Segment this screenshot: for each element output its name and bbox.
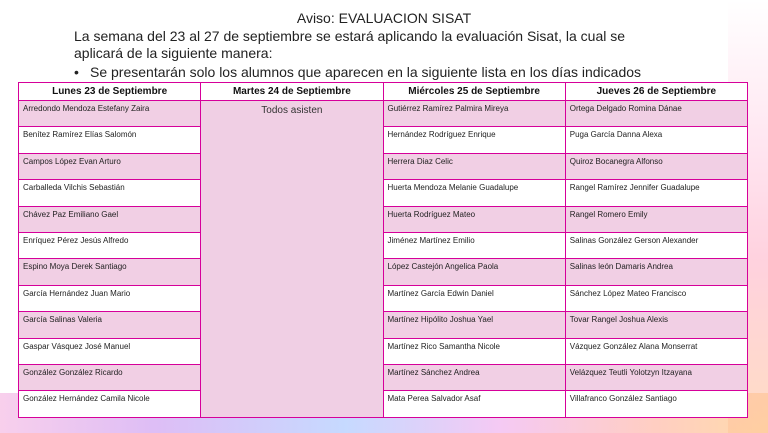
cell-thursday: Salinas González Gerson Alexander <box>565 233 747 259</box>
table-row <box>19 127 748 153</box>
cell-thursday: Villafranco González Santiago <box>565 391 747 418</box>
schedule-table-container <box>18 82 748 418</box>
table-row <box>19 365 748 391</box>
cell-thursday: Quiroz Bocanegra Alfonso <box>565 153 747 179</box>
cell-monday: Espino Moya Derek Santiago <box>19 259 201 285</box>
cell-wednesday: Herrera Diaz Celic <box>383 153 565 179</box>
cell-thursday: Ortega Delgado Romina Dánae <box>565 101 747 127</box>
cell-monday: García Salinas Valeria <box>19 312 201 338</box>
cell-wednesday: Martínez Rico Samantha Nicole <box>383 338 565 364</box>
table-header-row <box>19 83 748 101</box>
bullet-icon: • <box>74 64 79 80</box>
cell-thursday: Rangel Romero Emily <box>565 206 747 232</box>
table-row <box>19 101 748 127</box>
cell-wednesday: Martínez García Edwin Daniel <box>383 285 565 311</box>
table-row <box>19 312 748 338</box>
cell-monday: Carballeda Vilchis Sebastián <box>19 180 201 206</box>
cell-thursday: Sánchez López Mateo Francisco <box>565 285 747 311</box>
table-row <box>19 338 748 364</box>
cell-monday: Campos López Evan Arturo <box>19 153 201 179</box>
cell-monday: Enríquez Pérez Jesús Alfredo <box>19 233 201 259</box>
cell-thursday: Salinas león Damaris Andrea <box>565 259 747 285</box>
cell-wednesday: Hernández Rodríguez Enrique <box>383 127 565 153</box>
bullet-text: Se presentarán solo los alumnos que aparecen en la siguiente lista en los días indicados <box>90 64 642 80</box>
cell-wednesday: Martínez Hipólito Joshua Yael <box>383 312 565 338</box>
table-row <box>19 206 748 232</box>
table-row <box>19 233 748 259</box>
cell-wednesday: López Castejón Angelica Paola <box>383 259 565 285</box>
table-row <box>19 259 748 285</box>
cell-monday: González Hernández Camila Nicole <box>19 391 201 418</box>
column-header-thursday: Jueves 26 de Septiembre <box>565 83 747 101</box>
cell-monday: Chávez Paz Emiliano Gael <box>19 206 201 232</box>
cell-thursday: Vázquez González Alana Monserrat <box>565 338 747 364</box>
cell-wednesday: Huerta Mendoza Melanie Guadalupe <box>383 180 565 206</box>
cell-wednesday: Jiménez Martínez Emilio <box>383 233 565 259</box>
cell-monday: García Hernández Juan Mario <box>19 285 201 311</box>
cell-thursday: Puga García Danna Alexa <box>565 127 747 153</box>
table-row <box>19 153 748 179</box>
table-row <box>19 180 748 206</box>
cell-tuesday-all: Todos asisten <box>201 101 383 418</box>
table-body <box>19 101 748 418</box>
notice-intro: La semana del 23 al 27 de septiembre se estará aplicando la evaluación Sisat, la cual se aplicará de la siguiente manera: <box>74 28 626 61</box>
cell-thursday: Velázquez Teutli Yolotzyn Itzayana <box>565 365 747 391</box>
column-header-wednesday: Miércoles 25 de Septiembre <box>383 83 565 101</box>
cell-monday: Gaspar Vásquez José Manuel <box>19 338 201 364</box>
cell-monday: Arredondo Mendoza Estefany Zaira <box>19 101 201 127</box>
table-row <box>19 285 748 311</box>
schedule-table <box>18 82 748 418</box>
notice-bullet <box>74 64 724 80</box>
cell-wednesday: Martínez Sánchez Andrea <box>383 365 565 391</box>
column-header-monday: Lunes 23 de Septiembre <box>19 83 201 101</box>
table-row <box>19 391 748 418</box>
cell-thursday: Tovar Rangel Joshua Alexis <box>565 312 747 338</box>
cell-wednesday: Huerta Rodríguez Mateo <box>383 206 565 232</box>
notice-title: Aviso: EVALUACION SISAT <box>296 10 472 26</box>
column-header-tuesday: Martes 24 de Septiembre <box>201 83 383 101</box>
cell-monday: Benítez Ramírez Elías Salomón <box>19 127 201 153</box>
cell-monday: González González Ricardo <box>19 365 201 391</box>
cell-wednesday: Gutiérrez Ramírez Palmira Mireya <box>383 101 565 127</box>
cell-thursday: Rangel Ramírez Jennifer Guadalupe <box>565 180 747 206</box>
cell-wednesday: Mata Perea Salvador Asaf <box>383 391 565 418</box>
